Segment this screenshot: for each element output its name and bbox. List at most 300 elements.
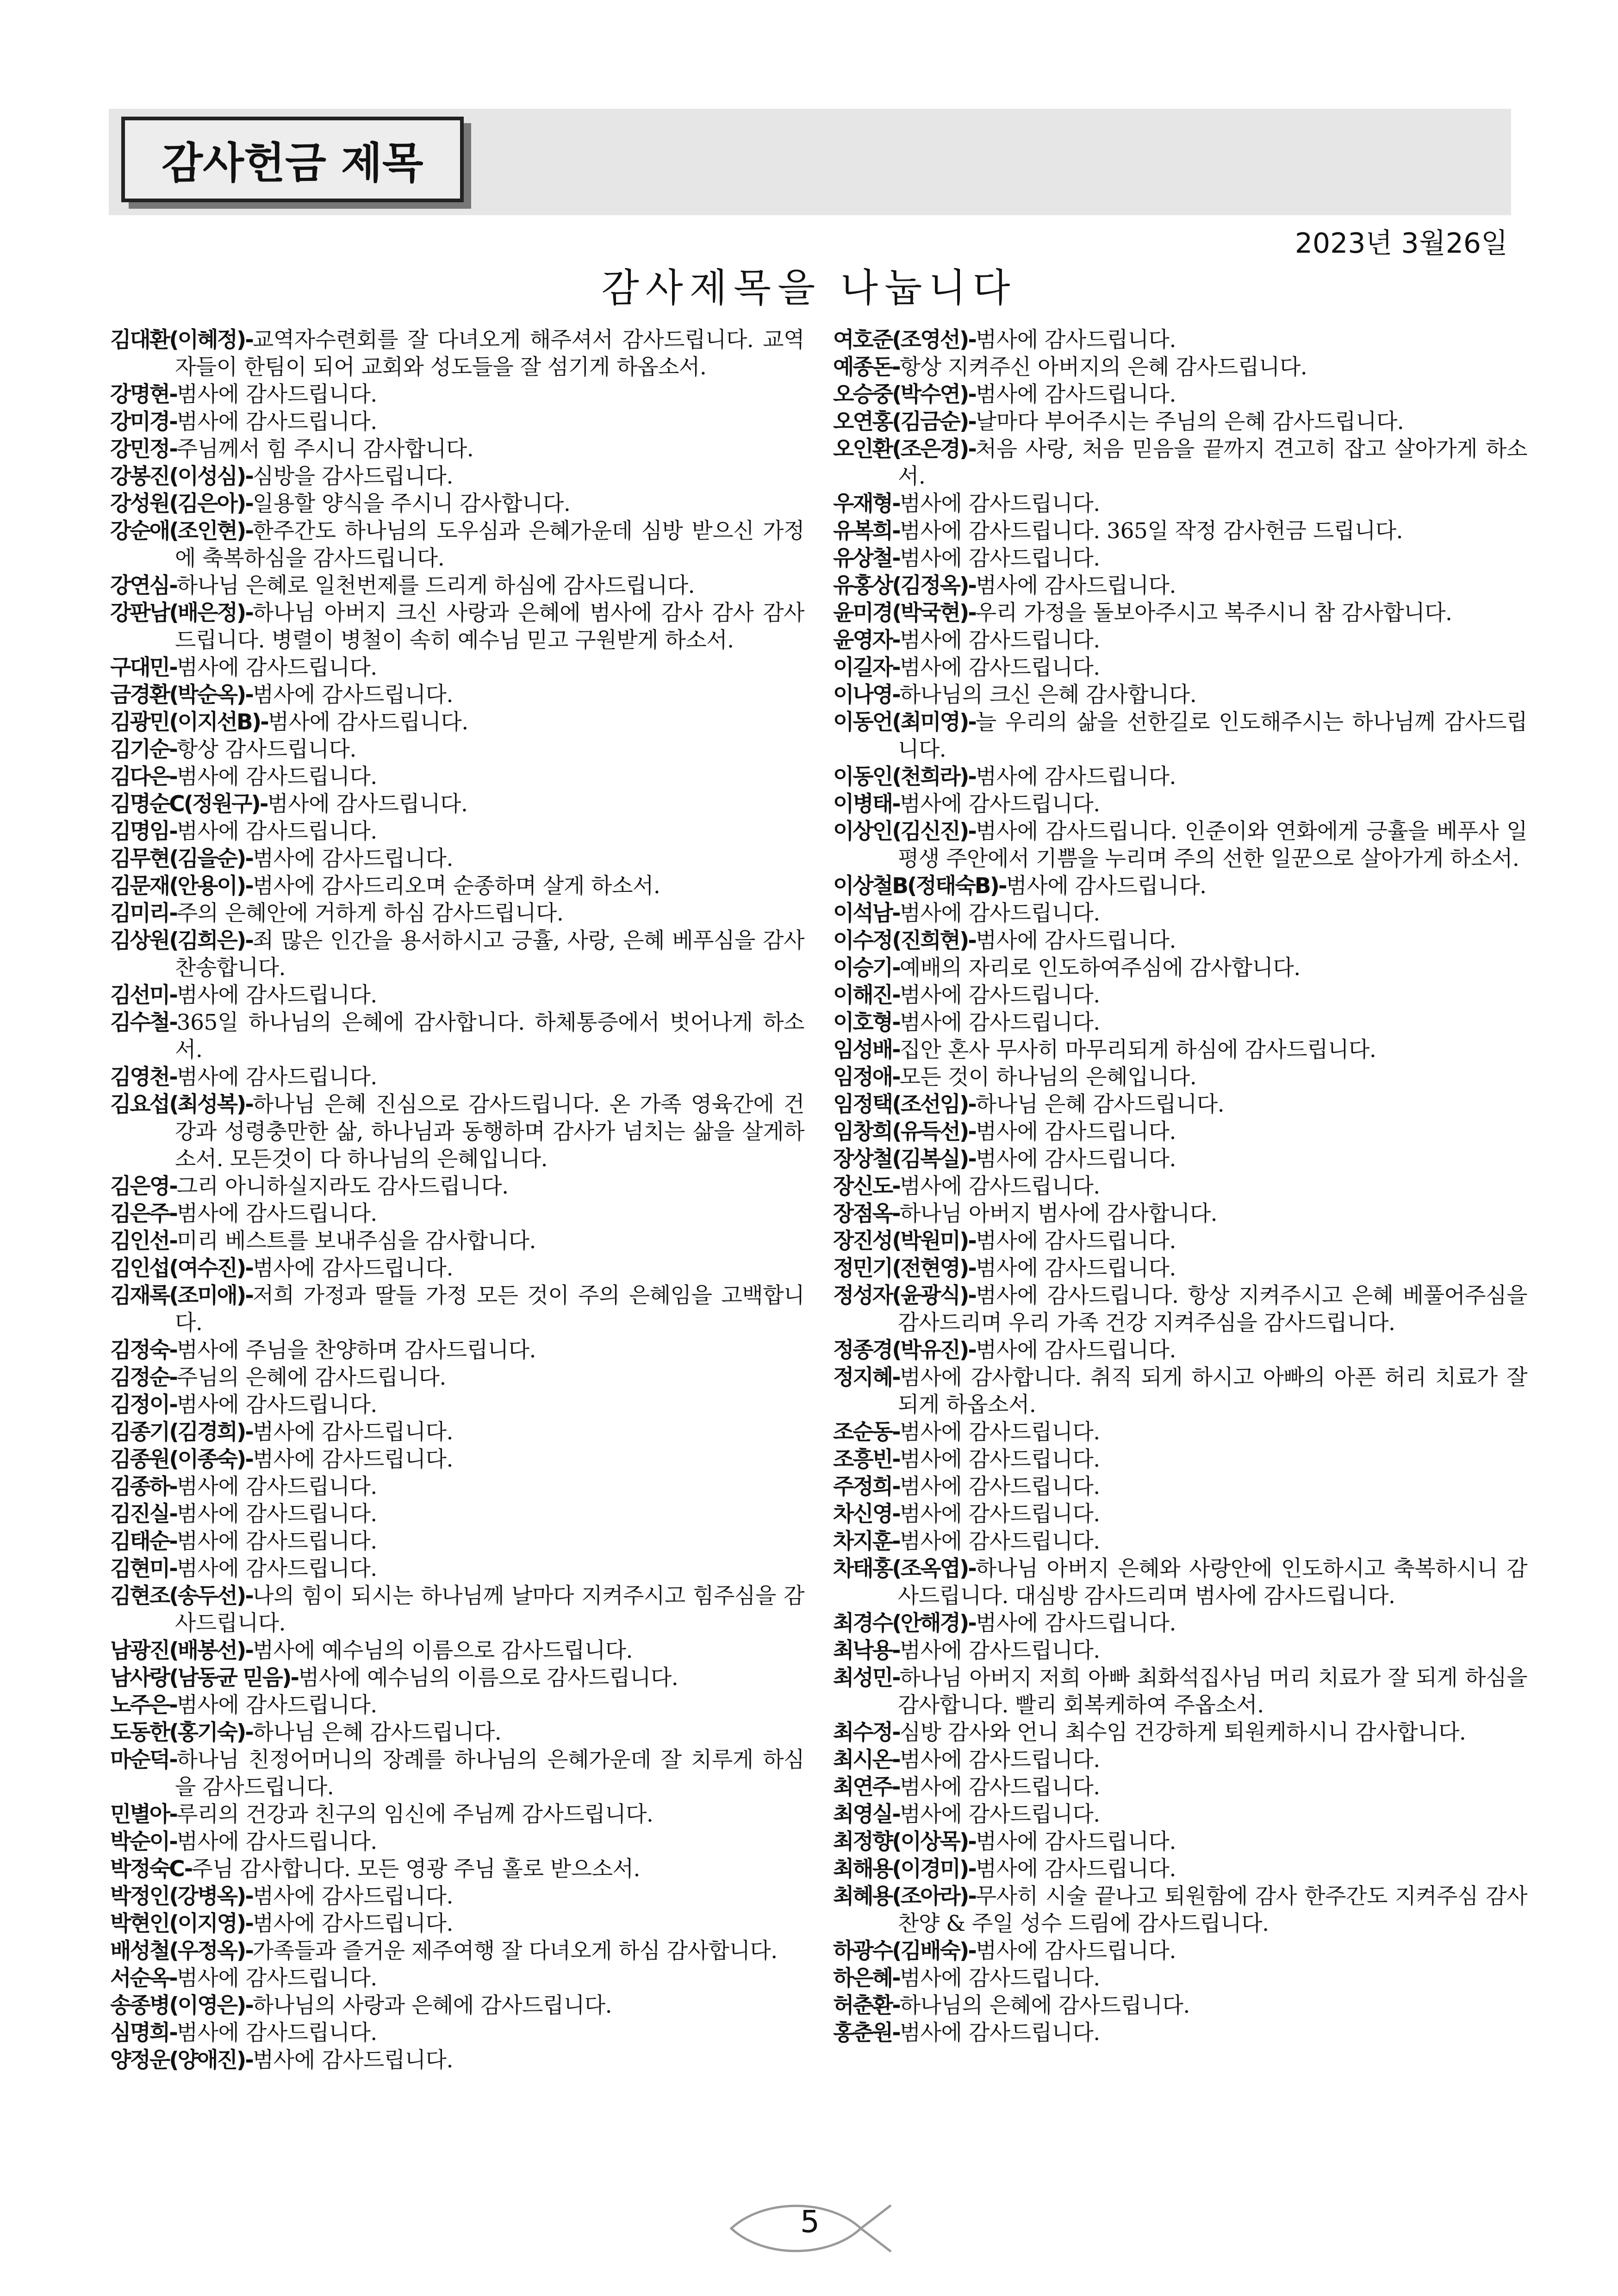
thanksgiving-entry [110, 1528, 804, 1555]
thanksgiving-entry [110, 572, 804, 599]
thanksgiving-text: 그리 아니하실지라도 감사드립니다. [176, 1174, 509, 1199]
thanksgiving-entry [833, 1992, 1527, 2019]
donor-name: 도동한(홍기숙) [110, 1720, 245, 1745]
donor-name: 오연홍(김금순) [833, 409, 968, 435]
thanksgiving-entry [110, 736, 804, 763]
name-separator: - [169, 1966, 177, 1991]
name-separator: - [245, 1447, 253, 1472]
thanksgiving-text: 하나님 은혜 감사드립니다. [975, 1092, 1225, 1117]
donor-name: 우재형 [833, 491, 892, 516]
thanksgiving-text: 범사에 감사드립니다. [176, 1529, 377, 1554]
thanksgiving-text: 범사에 감사드립니다. [899, 1474, 1100, 1500]
donor-name: 조흥빈 [833, 1447, 892, 1472]
donor-name: 김광민(이지선B) [110, 709, 261, 735]
donor-name: 예종돈 [833, 355, 892, 380]
thanksgiving-text: 범사에 감사드립니다. [176, 382, 377, 407]
thanksgiving-entry [833, 1419, 1527, 1446]
name-separator: - [892, 901, 900, 926]
name-separator: - [245, 491, 253, 516]
donor-name: 이상철B(정태숙B) [833, 873, 999, 899]
name-separator: - [169, 1829, 177, 1854]
donor-name: 김요섭(최성복) [110, 1092, 245, 1117]
donor-name: 윤미경(박국현) [833, 600, 968, 626]
donor-name: 이상인(김신진) [833, 819, 968, 844]
thanksgiving-text: 범사에 감사드립니다. [975, 1256, 1176, 1281]
thanksgiving-text: 범사에 주님을 찬양하며 감사드립니다. [176, 1338, 536, 1363]
thanksgiving-entry [833, 709, 1527, 763]
donor-name: 김은영 [110, 1174, 169, 1199]
name-separator: - [892, 1638, 900, 1663]
name-separator: - [184, 1856, 192, 1882]
donor-name: 이승기 [833, 955, 892, 981]
name-separator: - [968, 1829, 976, 1854]
thanksgiving-entry [110, 1009, 804, 1064]
donor-name: 마순덕 [110, 1747, 169, 1773]
thanksgiving-entry [110, 1637, 804, 1664]
name-separator: - [245, 928, 253, 953]
thanksgiving-entry [110, 1910, 804, 1937]
thanksgiving-text: 범사에 감사드립니다. [899, 1802, 1100, 1827]
donor-name: 강명현 [110, 382, 169, 407]
thanksgiving-entry [833, 408, 1527, 436]
name-separator: - [968, 1338, 976, 1363]
donor-name: 장신도 [833, 1174, 892, 1199]
donor-name: 여호준(조영선) [833, 327, 968, 353]
thanksgiving-entry [110, 1446, 804, 1473]
name-separator: - [968, 1092, 976, 1117]
thanksgiving-entry [833, 1637, 1527, 1664]
thanksgiving-text: 범사에 감사합니다. 취직 되게 하시고 아빠의 아픈 허리 치료가 잘 되게 하옵소서. [898, 1365, 1527, 1418]
donor-name: 조순동 [833, 1419, 892, 1445]
thanksgiving-entry [110, 1064, 804, 1091]
thanksgiving-text: 일용할 양식을 주시니 감사합니다. [252, 491, 571, 516]
name-separator: - [169, 1174, 177, 1199]
thanksgiving-text: 범사에 감사드립니다. [252, 1256, 453, 1281]
name-separator: - [892, 628, 900, 653]
thanksgiving-text: 하나님의 크신 은혜 감사합니다. [899, 682, 1197, 708]
name-separator: - [169, 2020, 177, 2046]
donor-name: 남광진(배봉선) [110, 1638, 245, 1663]
name-separator: - [169, 573, 177, 598]
thanksgiving-entry [110, 381, 804, 408]
thanksgiving-text: 범사에 감사드립니다. [975, 1938, 1176, 1964]
thanksgiving-entry [110, 872, 804, 900]
thanksgiving-entry [833, 599, 1527, 627]
thanksgiving-text: 범사에 감사드립니다. [899, 1966, 1100, 1991]
thanksgiving-text: 범사에 감사드립니다. [975, 1228, 1176, 1254]
thanksgiving-text: 범사에 감사드립니다. [975, 1119, 1176, 1145]
donor-name: 박정인(강병옥) [110, 1884, 245, 1909]
thanksgiving-text: 죄 많은 인간을 용서하시고 긍휼, 사랑, 은혜 베푸심을 감사 찬송합니다. [175, 928, 804, 981]
name-separator: - [169, 1010, 177, 1035]
thanksgiving-entry [110, 1173, 804, 1200]
name-separator: - [968, 327, 976, 353]
thanksgiving-entry [110, 1227, 804, 1255]
name-separator: - [169, 1529, 177, 1554]
thanksgiving-entry [110, 845, 804, 872]
thanksgiving-text: 범사에 감사드립니다. [176, 1556, 377, 1581]
name-separator: - [892, 1064, 900, 1090]
thanksgiving-entry [110, 490, 804, 517]
thanksgiving-entry [833, 681, 1527, 709]
thanksgiving-text: 범사에 감사드립니다. [975, 382, 1176, 407]
thanksgiving-text: 항상 감사드립니다. [176, 737, 356, 762]
name-separator: - [169, 1474, 177, 1500]
thanksgiving-text: 항상 지켜주신 아버지의 은혜 감사드립니다. [899, 355, 1307, 380]
donor-name: 김태순 [110, 1529, 169, 1554]
donor-name: 최수정 [833, 1720, 892, 1745]
name-separator: - [892, 1037, 900, 1063]
name-separator: - [892, 682, 900, 708]
name-separator: - [968, 600, 976, 626]
thanksgiving-entry [110, 1555, 804, 1582]
name-separator: - [245, 1092, 253, 1117]
thanksgiving-entry [833, 1118, 1527, 1145]
thanksgiving-entry [833, 1446, 1527, 1473]
thanksgiving-entry [110, 1473, 804, 1500]
donor-name: 이동언(최미영) [833, 709, 968, 735]
thanksgiving-entry [833, 1091, 1527, 1118]
thanksgiving-entry [110, 1255, 804, 1282]
thanksgiving-text: 하나님 아버지 범사에 감사합니다. [899, 1201, 1218, 1226]
donor-name: 강봉진(이성심) [110, 464, 245, 489]
thanksgiving-text: 하나님 은혜 감사드립니다. [252, 1720, 502, 1745]
name-separator: - [169, 1064, 177, 1090]
donor-name: 차태홍(조옥엽) [833, 1556, 968, 1581]
thanksgiving-entry [110, 436, 804, 463]
name-separator: - [968, 436, 976, 462]
name-separator: - [892, 1802, 900, 1827]
thanksgiving-entry [833, 900, 1527, 927]
name-separator: - [968, 1556, 976, 1581]
thanksgiving-entry [833, 1965, 1527, 1992]
thanksgiving-entry [110, 1828, 804, 1855]
donor-name: 임성배 [833, 1037, 892, 1063]
name-separator: - [892, 1501, 900, 1527]
thanksgiving-text: 범사에 감사드립니다. [267, 791, 468, 817]
thanksgiving-entry [833, 572, 1527, 599]
thanksgiving-text: 하나님 아버지 저희 아빠 최화석집사님 머리 치료가 잘 되게 하심을 감사합니다. 빨리 회복케하여 주옵소서. [898, 1665, 1527, 1718]
thanksgiving-entry [833, 1801, 1527, 1828]
name-separator: - [245, 1938, 253, 1964]
thanksgiving-text: 가족들과 즐거운 제주여행 잘 다녀오게 하심 감사합니다. [252, 1938, 778, 1964]
thanksgiving-entry [833, 1746, 1527, 1773]
thanksgiving-entry [833, 1173, 1527, 1200]
donor-name: 김영천 [110, 1064, 169, 1090]
name-separator: - [169, 1747, 177, 1773]
donor-name: 김진실 [110, 1501, 169, 1527]
donor-name: 최연주 [833, 1774, 892, 1800]
thanksgiving-text: 범사에 감사드립니다. [176, 983, 377, 1008]
thanksgiving-entry [833, 1337, 1527, 1364]
donor-name: 이병태 [833, 791, 892, 817]
thanksgiving-entry [833, 927, 1527, 954]
thanksgiving-entry [110, 1419, 804, 1446]
thanksgiving-entry [833, 1610, 1527, 1637]
donor-name: 강연심 [110, 573, 169, 598]
donor-name: 최경수(안해경) [833, 1611, 968, 1636]
thanksgiving-text: 범사에 감사드립니다. [252, 1911, 453, 1936]
bulletin-date: 2023년 3월26일 [1294, 227, 1508, 260]
donor-name: 이석남 [833, 901, 892, 926]
thanksgiving-text: 나의 힘이 되시는 하나님께 날마다 지켜주시고 힘주심을 감사드립니다. [175, 1583, 804, 1636]
donor-name: 오인환(조은경) [833, 436, 968, 462]
thanksgiving-text: 범사에 감사드립니다. [975, 1146, 1176, 1172]
donor-name: 임정택(조선임) [833, 1092, 968, 1117]
thanksgiving-text: 범사에 감사드립니다. [176, 655, 377, 680]
thanksgiving-entry [110, 2047, 804, 2074]
donor-name: 김대환(이혜정) [110, 327, 245, 353]
thanksgiving-text: 모든 것이 하나님의 은혜입니다. [899, 1064, 1197, 1090]
name-separator: - [968, 1611, 976, 1636]
donor-name: 배성철(우정옥) [110, 1938, 245, 1964]
thanksgiving-text: 우리 가정을 돌보아주시고 복주시니 참 감사합니다. [975, 600, 1452, 626]
thanksgiving-entry [110, 1391, 804, 1419]
name-separator: - [245, 682, 253, 708]
donor-name: 최낙용 [833, 1638, 892, 1663]
donor-name: 김무현(김을순) [110, 846, 245, 871]
name-separator: - [169, 409, 177, 435]
donor-name: 김인선 [110, 1228, 169, 1254]
donor-name: 하은혜 [833, 1966, 892, 1991]
donor-name: 금경환(박순옥) [110, 682, 245, 708]
name-separator: - [968, 1856, 976, 1882]
name-separator: - [245, 2047, 253, 2073]
thanksgiving-entry [833, 982, 1527, 1009]
donor-name: 최정향(이상목) [833, 1829, 968, 1854]
thanksgiving-entry [833, 1036, 1527, 1064]
donor-name: 이나영 [833, 682, 892, 708]
thanksgiving-text: 한주간도 하나님의 도우심과 은혜가운데 심방 받으신 가정에 축복하심을 감사드립니다. [175, 518, 804, 571]
thanksgiving-text: 범사에 감사드립니다. [975, 1338, 1176, 1363]
name-separator: - [260, 709, 268, 735]
thanksgiving-entry [833, 1500, 1527, 1528]
name-separator: - [169, 901, 177, 926]
name-separator: - [169, 1392, 177, 1418]
thanksgiving-text: 범사에 감사드립니다. [176, 1501, 377, 1527]
name-separator: - [892, 1010, 900, 1035]
donor-name: 김명순C(정원구) [110, 791, 260, 817]
thanksgiving-text: 범사에 감사드립니다. [975, 764, 1176, 790]
donor-name: 김다은 [110, 764, 169, 790]
thanksgiving-text: 범사에 감사드립니다. [176, 819, 377, 844]
section-title: 감사헌금 제목 [121, 117, 464, 202]
thanksgiving-text: 심방을 감사드립니다. [252, 464, 453, 489]
thanksgiving-text: 저희 가정과 딸들 가정 모든 것이 주의 은혜임을 고백합니다. [175, 1283, 804, 1336]
name-separator: - [892, 518, 900, 544]
thanksgiving-entry [833, 1282, 1527, 1337]
name-separator: - [245, 518, 253, 544]
donor-name: 강미경 [110, 409, 169, 435]
donor-name: 김인섭(여수진) [110, 1256, 245, 1281]
thanksgiving-entry [833, 1937, 1527, 1965]
thanksgiving-text: 하나님 아버지 은혜와 사랑안에 인도하시고 축복하시니 감사드립니다. 대심방 감사드리며 범사에 감사드립니다. [898, 1556, 1527, 1609]
thanksgiving-entry [110, 1992, 804, 2019]
name-separator: - [892, 2020, 900, 2046]
donor-name: 김상원(김희은) [110, 928, 245, 953]
thanksgiving-text: 범사에 감사드립니다. [176, 1829, 377, 1854]
thanksgiving-entry [833, 436, 1527, 490]
donor-name: 박정숙C [110, 1856, 184, 1882]
thanksgiving-text: 범사에 감사드리오며 순종하며 살게 하소서. [252, 873, 660, 899]
name-separator: - [968, 1146, 976, 1172]
thanksgiving-entry [833, 1719, 1527, 1746]
thanksgiving-text: 범사에 감사드립니다. [899, 1747, 1100, 1773]
name-separator: - [245, 873, 253, 899]
thanksgiving-entry [110, 1883, 804, 1910]
thanksgiving-entry [110, 1091, 804, 1173]
thanksgiving-text: 범사에 감사드립니다. [899, 901, 1100, 926]
name-separator: - [892, 983, 900, 1008]
thanksgiving-text: 범사에 감사드립니다. [252, 682, 453, 708]
thanksgiving-entry [110, 326, 804, 381]
name-separator: - [169, 1365, 177, 1390]
donor-name: 허춘환 [833, 1993, 892, 2018]
thanksgiving-text: 예배의 자리로 인도하여주심에 감사합니다. [899, 955, 1301, 981]
thanksgiving-text: 주님 감사합니다. 모든 영광 주님 홀로 받으소서. [192, 1856, 640, 1882]
thanksgiving-text: 범사에 감사드립니다. 인준이와 연화에게 긍휼을 베푸사 일평생 주안에서 기쁨을 누리며 주의 선한 일꾼으로 살아가게 하소서. [898, 819, 1527, 871]
thanksgiving-text: 범사에 감사드립니다. [975, 327, 1176, 353]
name-separator: - [169, 1692, 177, 1718]
donor-name: 구대민 [110, 655, 169, 680]
thanksgiving-text: 범사에 감사드립니다. [268, 709, 468, 735]
thanksgiving-text: 범사에 감사드립니다. [176, 1966, 377, 1991]
name-separator: - [169, 436, 177, 462]
thanksgiving-text: 범사에 감사드립니다. [252, 1419, 453, 1445]
thanksgiving-entry [110, 681, 804, 709]
name-separator: - [245, 600, 253, 626]
thanksgiving-text: 범사에 감사드립니다. [899, 1010, 1100, 1035]
thanksgiving-entry [833, 1200, 1527, 1227]
thanksgiving-text: 범사에 감사드립니다. [899, 2020, 1100, 2046]
donor-name: 정종경(박유진) [833, 1338, 968, 1363]
thanksgiving-text: 범사에 감사드립니다. [176, 1692, 377, 1718]
donor-name: 유홍상(김정옥) [833, 573, 968, 598]
name-separator: - [245, 464, 253, 489]
name-separator: - [892, 655, 900, 680]
thanksgiving-entry [833, 627, 1527, 654]
thanksgiving-entry [110, 1965, 804, 1992]
name-separator: - [245, 1993, 253, 2018]
name-separator: - [245, 1419, 253, 1445]
donor-name: 주정희 [833, 1474, 892, 1500]
donor-name: 최시온 [833, 1747, 892, 1773]
name-separator: - [892, 1447, 900, 1472]
donor-name: 강순애(조인현) [110, 518, 245, 544]
thanksgiving-entry [833, 1009, 1527, 1036]
donor-name: 김현조(송두선) [110, 1583, 245, 1609]
thanksgiving-text: 무사히 시술 끝나고 퇴원함에 감사 한주간도 지켜주심 감사 찬양 & 주일 성수 드림에 감사드립니다. [898, 1884, 1527, 1936]
name-separator: - [290, 1665, 299, 1691]
thanksgiving-entry [110, 599, 804, 654]
thanksgiving-entry [833, 381, 1527, 408]
thanksgiving-entry [833, 1664, 1527, 1719]
name-separator: - [169, 819, 177, 844]
name-separator: - [169, 764, 177, 790]
thanksgiving-text: 범사에 감사드립니다. [899, 1447, 1100, 1472]
donor-name: 유복희 [833, 518, 892, 544]
donor-name: 최혜용(조아라) [833, 1884, 968, 1909]
thanksgiving-text: 하나님의 사랑과 은혜에 감사드립니다. [252, 1993, 612, 2018]
thanksgiving-text: 범사에 감사드립니다. [899, 1419, 1100, 1445]
thanksgiving-entry [833, 545, 1527, 572]
thanksgiving-entry [110, 1937, 804, 1965]
thanksgiving-text: 범사에 감사드립니다. [176, 764, 377, 790]
name-separator: - [169, 1802, 177, 1827]
thanksgiving-text: 주님께서 힘 주시니 감사합니다. [176, 436, 474, 462]
donor-name: 유상철 [833, 546, 892, 571]
name-separator: - [245, 1638, 253, 1663]
thanksgiving-entry [833, 954, 1527, 982]
donor-name: 김명임 [110, 819, 169, 844]
donor-name: 김종기(김경희) [110, 1419, 245, 1445]
donor-name: 김정이 [110, 1392, 169, 1418]
donor-name: 최영실 [833, 1802, 892, 1827]
section-subtitle: 감사제목을 나눕니다 [601, 265, 1017, 311]
thanksgiving-entry [833, 1855, 1527, 1883]
name-separator: - [169, 382, 177, 407]
donor-name: 차지훈 [833, 1529, 892, 1554]
right-column [833, 326, 1527, 2047]
thanksgiving-entry [833, 517, 1527, 545]
thanksgiving-entry [110, 654, 804, 681]
name-separator: - [169, 737, 177, 762]
thanksgiving-entry [833, 1883, 1527, 1937]
name-separator: - [968, 1884, 976, 1909]
name-separator: - [245, 1256, 253, 1281]
thanksgiving-text: 하나님 아버지 크신 사랑과 은혜에 범사에 감사 감사 감사드립니다. 병렬이 병철이 속히 예수님 믿고 구원받게 하소서. [175, 600, 804, 653]
donor-name: 김종하 [110, 1474, 169, 1500]
name-separator: - [169, 655, 177, 680]
thanksgiving-entry [833, 1064, 1527, 1091]
thanksgiving-entry [110, 1719, 804, 1746]
name-separator: - [245, 1911, 253, 1936]
thanksgiving-entry [833, 2019, 1527, 2047]
name-separator: - [245, 1283, 253, 1308]
thanksgiving-entry [110, 1692, 804, 1719]
thanksgiving-entry [833, 790, 1527, 818]
name-separator: - [968, 1283, 976, 1308]
thanksgiving-text: 하나님 은혜 진심으로 감사드립니다. 온 가족 영육간에 건강과 성령충만한 삶, 하나님과 동행하며 감사가 넘치는 삶을 살게하소서. 모든것이 다 하나님의 은혜입니다. [175, 1092, 804, 1172]
name-separator: - [169, 1228, 177, 1254]
thanksgiving-text: 범사에 감사드립니다. [176, 1392, 377, 1418]
name-separator: - [968, 819, 976, 844]
name-separator: - [892, 1529, 900, 1554]
thanksgiving-entry [833, 872, 1527, 900]
thanksgiving-text: 범사에 감사드립니다. [899, 628, 1100, 653]
donor-name: 강판남(배은정) [110, 600, 245, 626]
donor-name: 정지혜 [833, 1365, 892, 1390]
thanksgiving-text: 범사에 감사드립니다. [252, 846, 453, 871]
donor-name: 임정애 [833, 1064, 892, 1090]
name-separator: - [892, 1747, 900, 1773]
thanksgiving-entry [110, 763, 804, 790]
donor-name: 김기순 [110, 737, 169, 762]
donor-name: 김종원(이종숙) [110, 1447, 245, 1472]
thanksgiving-text: 주의 은혜안에 거하게 하심 감사드립니다. [176, 901, 564, 926]
thanksgiving-text: 범사에 감사드립니다. [899, 791, 1100, 817]
name-separator: - [245, 1583, 253, 1609]
name-separator: - [259, 791, 268, 817]
thanksgiving-entry [110, 1582, 804, 1637]
name-separator: - [892, 1474, 900, 1500]
thanksgiving-text: 범사에 감사드립니다. [975, 1829, 1176, 1854]
thanksgiving-entry [110, 927, 804, 982]
thanksgiving-text: 범사에 감사드립니다. [899, 1638, 1100, 1663]
name-separator: - [968, 1938, 976, 1964]
donor-name: 송종병(이영은) [110, 1993, 245, 2018]
thanksgiving-entry [833, 1773, 1527, 1801]
